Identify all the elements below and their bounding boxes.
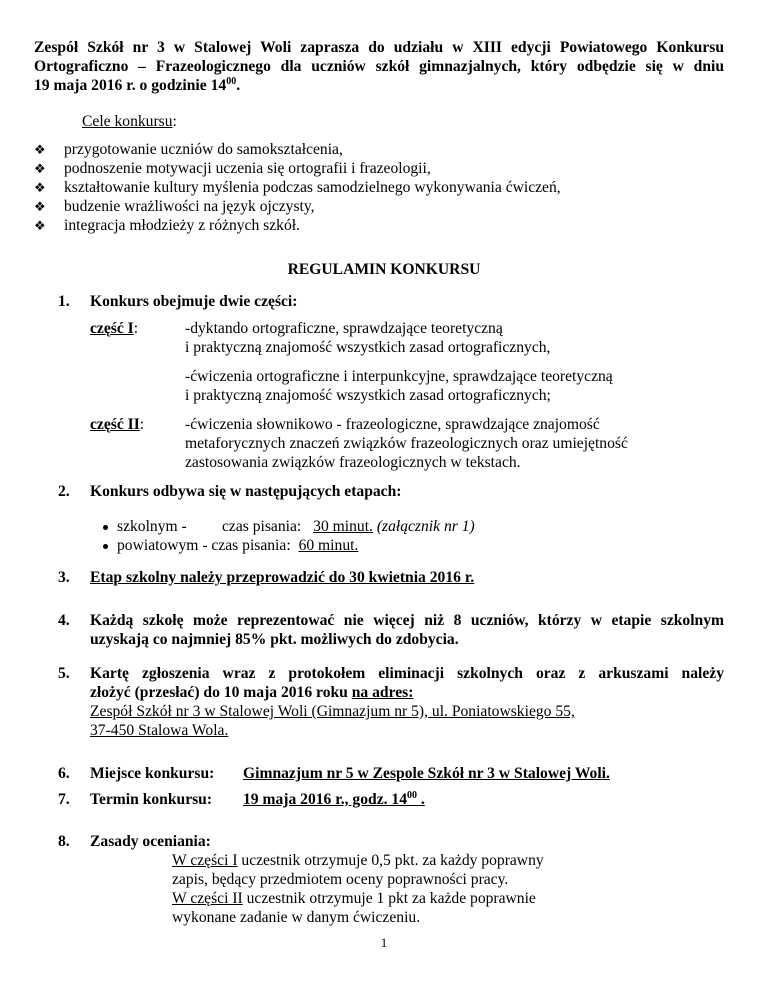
diamond-bullet-icon: ❖	[34, 218, 46, 233]
diamond-bullet-icon: ❖	[34, 199, 46, 214]
part-1-label-text: część I	[90, 320, 134, 337]
section-8-number: 8.	[58, 833, 70, 850]
part-2-label	[90, 415, 144, 434]
goal-text: budzenie wrażliwości na język ojczysty,	[64, 198, 315, 215]
date-time-sup: 00	[407, 790, 418, 801]
part-1-colon: :	[133, 320, 139, 337]
intro-line-3	[34, 76, 240, 95]
list-item	[34, 178, 561, 197]
address-line-1: Zespół Szkół nr 3 w Stalowej Woli (Gimnazjum nr 5), ul. Poniatowskiego 55,	[90, 703, 575, 720]
part-1-b-line-2: i praktyczną znajomość wszystkich zasad ortograficznych;	[185, 387, 551, 404]
scoring-part-1-label: W części I	[172, 852, 238, 869]
date-value-text: 19 maja 2016 r., godz. 14	[243, 791, 408, 808]
section-1-number: 1.	[58, 293, 70, 310]
part-1-a-line-1: -dyktando ortograficzne, sprawdzające teoretyczną	[185, 320, 503, 337]
section-4-line-2: uzyskają co najmniej 85% pkt. możliwych do zdobycia.	[90, 631, 459, 648]
goal-text: podnoszenie motywacji uczenia się ortografii i frazeologii,	[64, 160, 431, 177]
stage-1-time-label: czas pisania:	[222, 518, 302, 535]
page-number: 1	[380, 935, 388, 950]
section-5-number: 5.	[58, 665, 70, 682]
intro-line-1: Zespół Szkół nr 3 w Stalowej Woli zaprasza do udziału w XIII edycji Powiatowego Konkursu	[34, 39, 724, 56]
date-value	[243, 790, 425, 809]
venue-label: Miejsce konkursu:	[90, 765, 215, 782]
stage-1-time	[222, 517, 475, 536]
intro-line-end: .	[236, 77, 241, 94]
scoring-part-2-text: uczestnik otrzymuje 1 pkt za każde poprawnie	[242, 890, 536, 907]
list-item	[34, 197, 561, 216]
diamond-bullet-icon: ❖	[34, 161, 46, 176]
intro-line-2: Ortograficzno – Frazeologicznego dla uczniów szkół gimnazjalnych, który odbędzie się w dniu	[34, 58, 724, 75]
section-5-address-label: na adres:	[351, 684, 414, 701]
goal-text: integracja młodzieży z różnych szkół.	[64, 217, 300, 234]
scoring-part-1-line-2: zapis, będący przedmiotem oceny poprawności pracy.	[172, 871, 509, 888]
venue-value: Gimnazjum nr 5 w Zespole Szkół nr 3 w Stalowej Woli.	[243, 765, 610, 782]
section-1-title: Konkurs obejmuje dwie części:	[90, 293, 298, 310]
section-7-number: 7.	[58, 791, 70, 808]
stage-2-label: powiatowym - czas pisania:	[117, 537, 291, 554]
stage-1-label: szkolnym -	[117, 518, 187, 535]
bullet-icon	[103, 544, 108, 549]
stage-item-county	[103, 536, 358, 555]
goals-heading-text: Cele konkursu	[82, 113, 173, 130]
list-item	[34, 159, 561, 178]
address-line-2: 37-450 Stalowa Wola.	[90, 722, 229, 739]
stage-item-school	[103, 517, 187, 536]
diamond-bullet-icon: ❖	[34, 180, 46, 195]
goals-heading	[82, 112, 177, 131]
scoring-part-2-line-1	[172, 889, 536, 908]
section-5-deadline: złożyć (przesłać) do 10 maja 2016 roku	[90, 684, 352, 701]
stage-1-note: (załącznik nr 1)	[376, 518, 475, 535]
stage-2-time-value: 60 minut.	[298, 537, 359, 554]
section-6-number: 6.	[58, 765, 70, 782]
scoring-part-1-line-1	[172, 851, 544, 870]
date-label: Termin konkursu:	[90, 791, 213, 808]
date-value-end: .	[417, 791, 425, 808]
section-5-line-2	[90, 683, 413, 702]
part-2-colon: :	[139, 416, 145, 433]
section-5-line-1: Kartę zgłoszenia wraz z protokołem eliminacji szkolnych oraz z arkuszami należy	[90, 665, 724, 682]
list-item	[34, 216, 561, 235]
part-2-line-1: -ćwiczenia słownikowo - frazeologiczne, sprawdzające znajomość	[185, 416, 600, 433]
scoring-part-1-text: uczestnik otrzymuje 0,5 pkt. za każdy poprawny	[237, 852, 544, 869]
part-1-b-line-1: -ćwiczenia ortograficzne i interpunkcyjne, sprawdzające teoretyczną	[185, 368, 613, 385]
section-8-title: Zasady oceniania:	[90, 833, 211, 850]
stage-1-time-value: 30 minut.	[313, 518, 373, 535]
part-1-label	[90, 319, 138, 338]
section-2-number: 2.	[58, 483, 70, 500]
section-2-title: Konkurs odbywa się w następujących etapach:	[90, 483, 402, 500]
goal-text: kształtowanie kultury myślenia podczas samodzielnego wykonywania ćwiczeń,	[64, 179, 561, 196]
goal-text: przygotowanie uczniów do samokształcenia,	[64, 141, 343, 158]
goals-list	[34, 140, 561, 235]
part-1-a-line-2: i praktyczną znajomość wszystkich zasad ortograficznych,	[185, 339, 551, 356]
intro-time-sup: 00	[226, 76, 237, 87]
part-2-line-2: metaforycznych znaczeń związków frazeologicznych oraz umiejętność	[185, 435, 628, 452]
intro-date-text: 19 maja 2016 r. o godzinie 14	[34, 77, 227, 94]
regulations-title: REGULAMIN KONKURSU	[287, 261, 481, 278]
part-2-line-3: zastosowania związków frazeologicznych w tekstach.	[185, 454, 521, 471]
section-4-number: 4.	[58, 612, 70, 629]
part-2-label-text: część II	[90, 416, 140, 433]
section-3-text: Etap szkolny należy przeprowadzić do 30 kwietnia 2016 r.	[90, 569, 475, 586]
scoring-part-2-line-2: wykonane zadanie w danym ćwiczeniu.	[172, 909, 421, 926]
bullet-icon	[103, 525, 108, 530]
section-4-line-1: Każdą szkołę może reprezentować nie więcej niż 8 uczniów, którzy w etapie szkolnym	[90, 612, 724, 629]
diamond-bullet-icon: ❖	[34, 142, 46, 157]
list-item	[34, 140, 561, 159]
section-3-number: 3.	[58, 569, 70, 586]
scoring-part-2-label: W części II	[172, 890, 243, 907]
goals-heading-colon: :	[172, 113, 177, 130]
